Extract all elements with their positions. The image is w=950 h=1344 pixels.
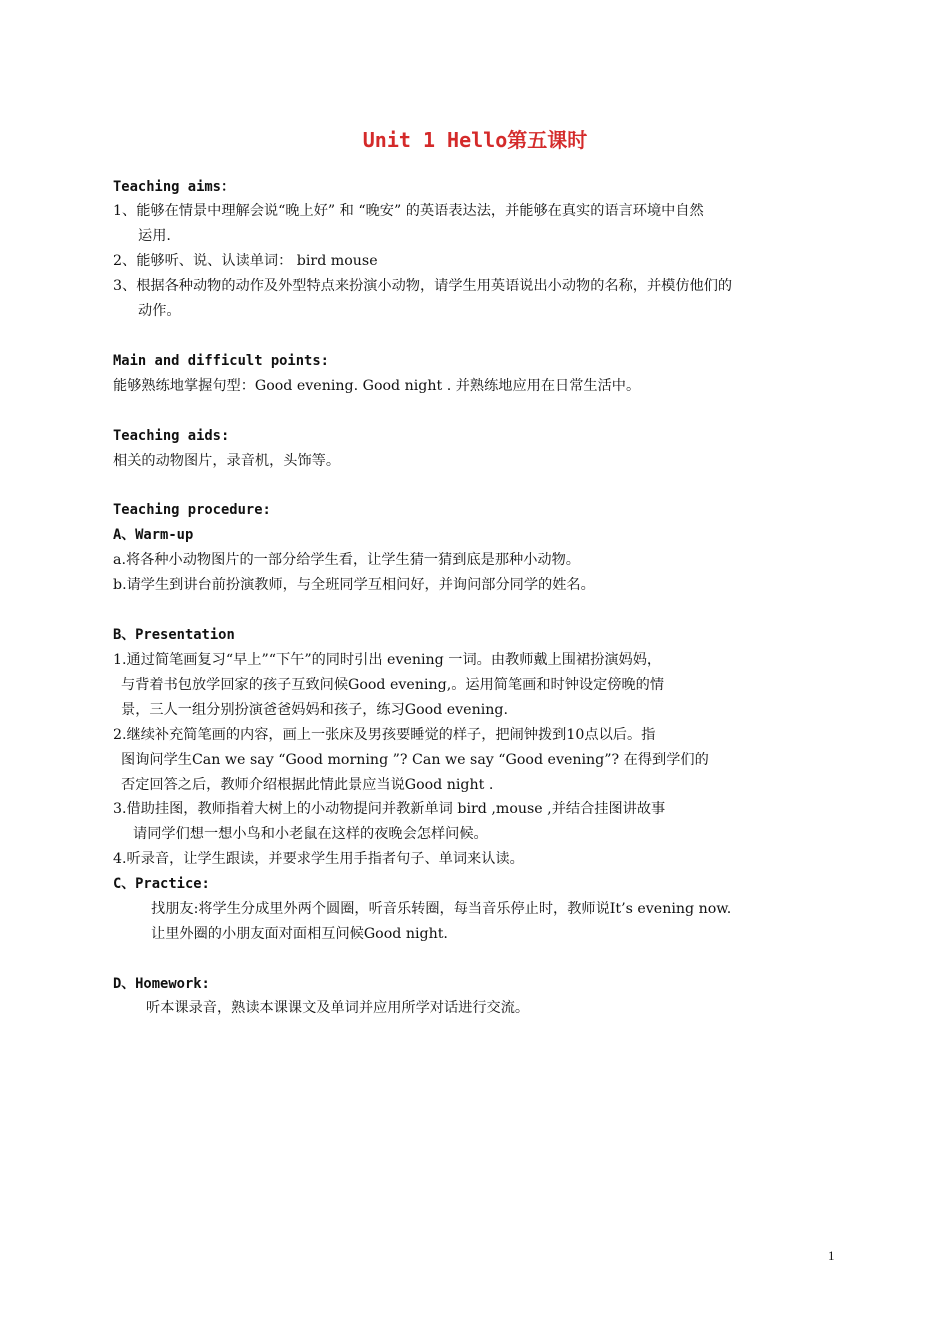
practice-heading: C、Practice: xyxy=(113,876,210,892)
presentation-item-3-line-2: 请同学们想一想小鸟和小老鼠在这样的夜晚会怎样问候。 xyxy=(133,826,488,842)
points-heading: Main and difficult points: xyxy=(113,353,329,369)
presentation-item-4: 4.听录音，让学生跟读，并要求学生用手指者句子、单词来认读。 xyxy=(113,851,524,867)
aids-heading: Teaching aids: xyxy=(113,428,230,444)
warmup-heading: A、Warm-up xyxy=(113,527,194,543)
warmup-item-b: b.请学生到讲台前扮演教师，与全班同学互相问好，并询问部分同学的姓名。 xyxy=(113,577,595,593)
document-title: Unit 1 Hello第五课时 xyxy=(362,128,588,152)
aims-item-1-line-2: 运用. xyxy=(138,228,171,244)
presentation-item-2-line-2: 图询问学生Can we say “Good morning ”? Can we say “Good evening”? 在得到学们的 xyxy=(121,752,709,768)
presentation-item-1-line-3: 景，三人一组分别扮演爸爸妈妈和孩子，练习Good evening. xyxy=(121,702,508,718)
page-number: 1 xyxy=(828,1248,835,1263)
aims-heading: Teaching aims： xyxy=(113,179,235,195)
procedure-heading: Teaching procedure: xyxy=(113,502,271,518)
aims-item-1-line-1: 1、能够在情景中理解会说“晚上好” 和 “晚安” 的英语表达法，并能够在真实的语言环境中自然 xyxy=(113,203,704,219)
points-text: 能够熟练地掌握句型：Good evening. Good night . 并熟练地应用在日常生活中。 xyxy=(113,378,641,394)
aids-text: 相关的动物图片，录音机，头饰等。 xyxy=(113,453,341,469)
aims-item-3-line-2: 动作。 xyxy=(138,303,181,319)
homework-text: 听本课录音，熟读本课课文及单词并应用所学对话进行交流。 xyxy=(146,1000,530,1016)
presentation-item-2-line-3: 否定回答之后，教师介绍根据此情此景应当说Good night . xyxy=(121,777,494,793)
aims-item-2: 2、能够听、说、认读单词： bird mouse xyxy=(113,253,378,269)
homework-heading: D、Homework: xyxy=(113,976,210,992)
practice-line-1: 找朋友:将学生分成里外两个圆圈，听音乐转圈，每当音乐停止时，教师说It’s evening now. xyxy=(151,901,732,917)
presentation-item-1-line-2: 与背着书包放学回家的孩子互致问候Good evening,。运用简笔画和时钟设定傍晚的情 xyxy=(121,677,665,693)
presentation-item-1-line-1: 1.通过简笔画复习“早上”“下午”的同时引出 evening 一词。由教师戴上围裙扮演妈妈， xyxy=(113,652,662,668)
presentation-item-3-line-1: 3.借助挂图，教师指着大树上的小动物提问并教新单词 bird ,mouse ,并结合挂图讲故事 xyxy=(113,801,666,817)
practice-line-2: 让里外圈的小朋友面对面相互问候Good night. xyxy=(151,926,448,942)
warmup-item-a: a.将各种小动物图片的一部分给学生看，让学生猜一猜到底是那种小动物。 xyxy=(113,552,580,568)
aims-item-3-line-1: 3、根据各种动物的动作及外型特点来扮演小动物，请学生用英语说出小动物的名称，并模仿他们的 xyxy=(113,278,733,294)
presentation-heading: B、Presentation xyxy=(113,627,235,643)
presentation-item-2-line-1: 2.继续补充简笔画的内容，画上一张床及男孩要睡觉的样子，把闹钟拨到10点以后。指 xyxy=(113,727,656,743)
